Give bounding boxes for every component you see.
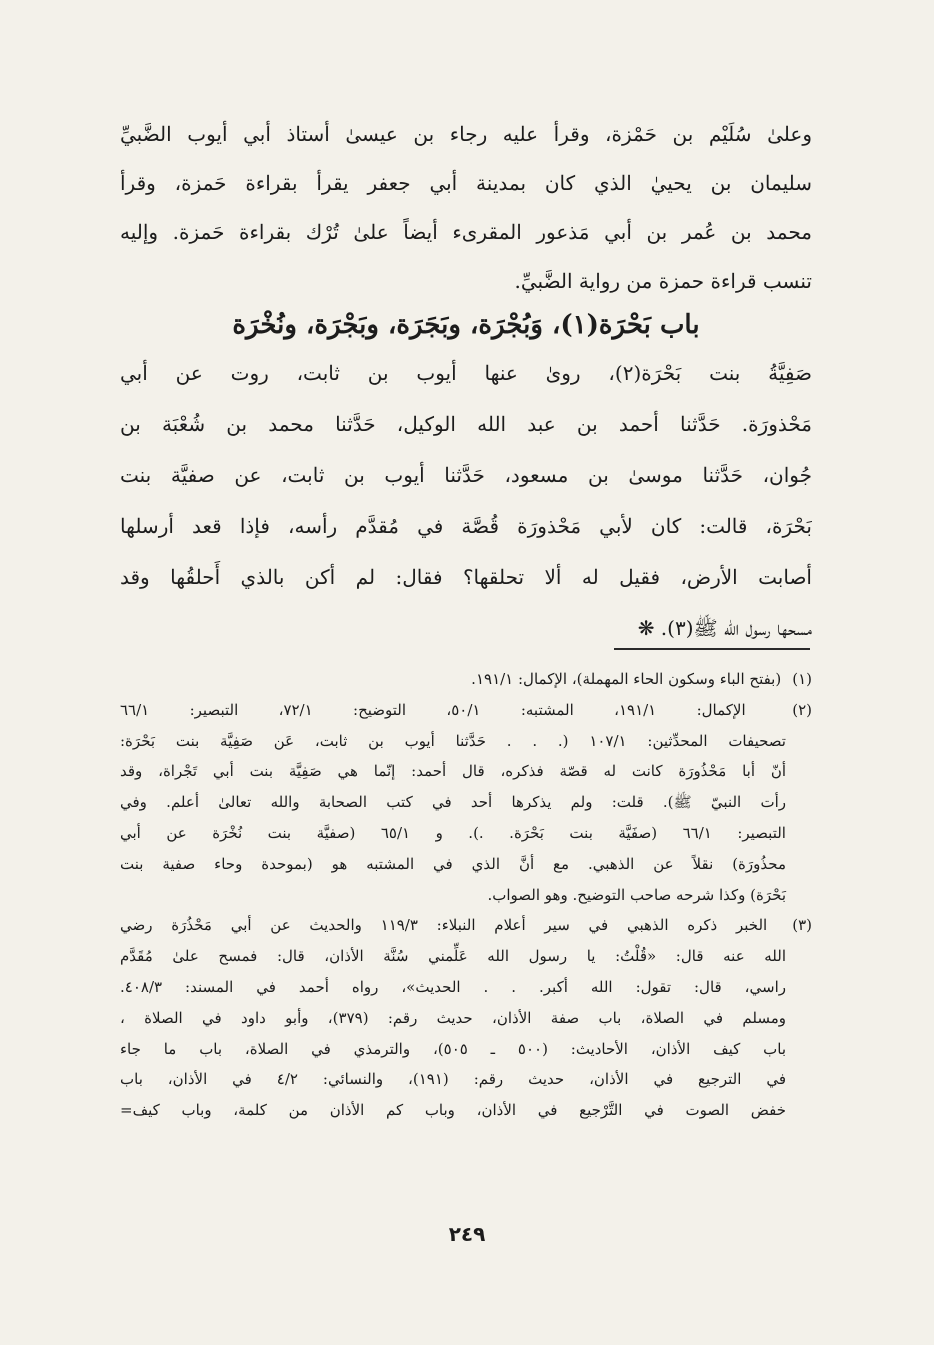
text-line: أصابت الأرض، فقيل له ألا تحلقها؟ فقال: لم أكن بالذي أَحلقُها وقد bbox=[120, 565, 812, 589]
footnote-line: رأت النبيّ ﷺ). قلت: ولم يذكرها أحد في كتب الصحابة والله تعالىٰ أعلم. وفي bbox=[120, 793, 786, 812]
text-line: وعلىٰ سُلَيْم بن حَمْزة، وقرأ عليه رجاء بن عيسىٰ أستاذ أبي أيوب الضَّبيِّ bbox=[120, 122, 812, 146]
footnote-number: (٢) bbox=[792, 700, 812, 719]
section-heading: باب بَحْرَة(١)، وَبُجْرَة، وبَجَرَة، وبَجْرَة، ونُخْرَة bbox=[232, 310, 700, 340]
footnote-line: ومسلم في الصلاة، باب صفة الأذان، حديث رقم: (٣٧٩)، وأبو داود في الصلاة ، bbox=[120, 1008, 786, 1027]
body-paragraph-2 bbox=[120, 348, 812, 654]
footnotes bbox=[120, 664, 812, 1126]
footnote-3 bbox=[120, 910, 812, 941]
footnote-2 bbox=[120, 695, 812, 726]
footnote-number: (١) bbox=[792, 670, 812, 688]
footnote-line: في الترجيع في الأذان، حديث رقم: (١٩١)، والنسائي: ٤/٢ في الأذان، باب bbox=[120, 1070, 786, 1089]
footnote-line: التبصير: ٦٦/١ (صفَيَّة بنت بَحْرَة. .). و ٦٥/١ (صفيَّة بنت نُخْرَة عن أبي bbox=[120, 823, 786, 842]
footnote-line: باب كيف الأذان، الأحاديث: (٥٠٠ ـ ٥٠٥)، والترمذي في الصلاة، باب ما جاء bbox=[120, 1039, 786, 1058]
footnote-text: (بفتح الباء وسكون الحاء المهملة)، الإكمال: ١٩١/١. bbox=[471, 670, 782, 688]
footnote-line: الله عنه قال: «قُلْتُ: يا رسول الله عَلِّمني سُنَّة الأذان، قال: فمسح علىٰ مُقَدَّم bbox=[120, 947, 787, 966]
text-line: بَحْرَة، قالت: كان لأبي مَحْذورَة قُصَّة في مُقدَّم رأسه، فإذا قعد أرسلها bbox=[120, 514, 812, 538]
text-line: صَفِيَّةُ بنت بَحْرَة(٢)، روىٰ عنها أيوب بن ثابت، روت عن أبي bbox=[120, 361, 812, 385]
footnote-text: الإكمال: ١٩١/١، المشتبه: ٥٠/١، التوضيح: ٧٢/١، التبصير: ٦٦/١ bbox=[120, 700, 746, 719]
footnote-line: أنّ أبا مَحْذُورَة كانت له قصّة فذكره، قال أحمد: إنّما هي صَفِيَّة بنت أبي تَجْراة، وقد bbox=[120, 762, 786, 781]
footnote-text: الخبر ذكره الذهبي في سير أعلام النبلاء: ١١٩/٣ والحديث عن أبي مَحْذُرَة رضي bbox=[120, 916, 768, 935]
text-line: مسحها رسول الله ﷺ(٣). ❋ bbox=[637, 616, 812, 640]
footnote-line: بَحْرَة) وكذا شرحه صاحب التوضيح. وهو الصواب. bbox=[487, 885, 786, 904]
footnote-separator bbox=[614, 648, 810, 650]
text-line: جُوان، حَدَّثنا موسىٰ بن مسعود، حَدَّثنا أيوب بن ثابت، عن صفيَّة بنت bbox=[120, 463, 812, 487]
text-line: مَحْذورَة. حَدَّثنا أحمد بن عبد الله الوكيل، حَدَّثنا محمد بن شُعْبَة بن bbox=[120, 412, 812, 436]
footnote-line: تصحيفات المحدِّثين: ١٠٧/١ (. . . حَدَّثنا أيوب بن ثابت، عَن صَفِيَّة بنت بَحْرَة: bbox=[120, 731, 786, 750]
text-line: تنسب قراءة حمزة من رواية الضَّبيِّ. bbox=[514, 269, 812, 293]
footnote-number: (٣) bbox=[792, 916, 812, 935]
footnote-line: راسي، قال: تقول: الله أكبر. . . الحديث»، رواه أحمد في المسند: ٤٠٨/٣. bbox=[120, 977, 786, 996]
footnote-line: خفض الصوت في التَّرْجيع في الأذان، وباب كم الأذان من كلمة، وباب كيف= bbox=[120, 1101, 786, 1120]
page-number: ٢٤٩ bbox=[448, 1222, 486, 1246]
footnote-line: محذُورَة) نقلاً عن الذهبي. مع أنَّ الذي في المشتبه هو (بموحدة وحاء صفية بنت bbox=[120, 854, 786, 873]
footnote-1 bbox=[120, 664, 812, 695]
body-paragraph-1 bbox=[120, 110, 812, 306]
text-line: محمد بن عُمر بن أبي مَذعور المقرىء أيضاً علىٰ تُرْك بقراءة حَمزة. وإليه bbox=[120, 220, 812, 244]
text-line: سليمان بن يحييٰ الذي كان بمدينة أبي جعفر يقرأ بقراءة حَمزة، وقرأ bbox=[120, 171, 812, 195]
